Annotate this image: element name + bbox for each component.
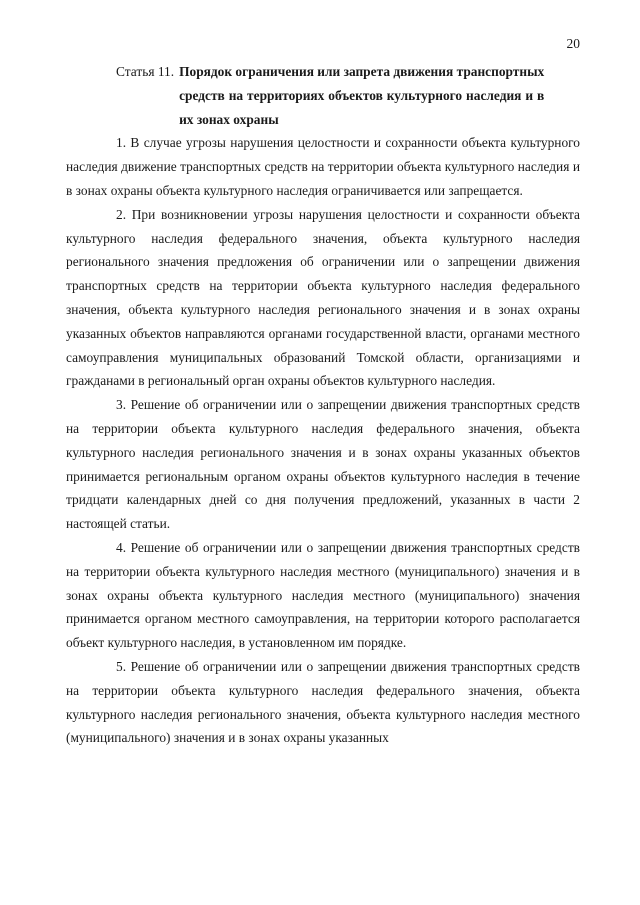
paragraph-5: 5. Решение об ограничении или о запрещении движения транспортных средств на территории объекта культурного наследия федерального значения, объекта культурного наследия регионального значения, объекта культурного наследия местного (муниципального) значения и в зонах охраны указанных <box>66 658 580 746</box>
article-label: Статья 11. <box>116 64 175 79</box>
paragraph-1: 1. В случае угрозы нарушения целостности и сохранности объекта культурного наследия движение транспортных средств на территории объекта культурного наследия и в зонах охраны объекта культурного наследия ограничивается или запрещается. <box>66 135 580 198</box>
paragraph-2: 2. При возникновении угрозы нарушения целостности и сохранности объекта культурного наследия федерального значения, объекта культурного наследия регионального значения предложения об ограничении или о запрещении движения транспортных средств на территории объекта культурного наследия федерального значения, объекта культурного наследия регионального значения и в зонах охраны указанных объектов направляются органами государственной власти, органами местного самоуправления муниципальных образований Томской области, организациями и гражданами в региональный орган охраны объектов культурного наследия. <box>66 206 580 389</box>
article-title-line: средств на территориях объектов культурного наследия и в <box>179 87 545 103</box>
page-number: 20 <box>566 36 580 51</box>
article-heading <box>66 60 580 131</box>
document-body <box>66 60 580 750</box>
paragraph-3: 3. Решение об ограничении или о запрещении движения транспортных средств на территории объекта культурного наследия федерального значения, объекта культурного наследия регионального значения и в зонах охраны указанных объектов принимается региональным органом охраны объектов культурного наследия в течение тридцати календарных дней со дня получения предложений, указанных в части 2 настоящей статьи. <box>66 397 580 532</box>
paragraph-4: 4. Решение об ограничении или о запрещении движения транспортных средств на территории объекта культурного наследия местного (муниципального) значения и в зонах охраны объекта культурного наследия местного (муниципального) значения принимается органом местного самоуправления, на территории которого располагается объект культурного наследия, в установленном им порядке. <box>66 539 580 651</box>
article-title <box>179 60 544 131</box>
article-title-line: Порядок ограничения или запрета движения транспортных <box>179 64 545 79</box>
article-title-line: их зонах охраны <box>179 111 279 127</box>
